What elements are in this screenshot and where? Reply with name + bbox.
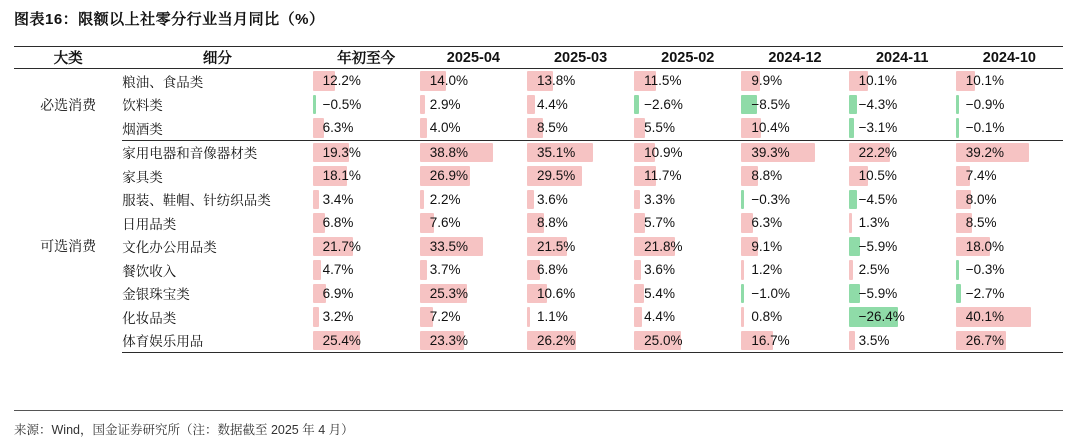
value-cell (420, 305, 527, 329)
value-label: 8.8% (751, 168, 783, 184)
value-label: 19.3% (322, 144, 361, 160)
subcategory-cell: 家用电器和音像器材类 (122, 146, 258, 162)
value-cell (956, 305, 1063, 329)
bar-negative (849, 190, 857, 210)
value-label: 16.7% (751, 332, 790, 348)
bar-positive (420, 190, 424, 210)
subcategory-cell: 服装、鞋帽、针纺织品类 (122, 193, 271, 209)
value-cell (313, 211, 420, 235)
table-header-row (14, 47, 1063, 69)
bar-positive (313, 307, 319, 327)
bar-negative (634, 95, 639, 115)
value-label: 5.7% (644, 215, 675, 231)
value-cell (849, 211, 956, 235)
data-table-wrapper (14, 46, 1063, 353)
table-row (14, 235, 1063, 259)
category-cell: 必选消费 (40, 96, 97, 113)
bar-negative (313, 95, 316, 115)
value-cell (849, 93, 956, 117)
value-cell (634, 164, 741, 188)
value-cell (527, 116, 634, 140)
table-row (14, 305, 1063, 329)
table-row (14, 116, 1063, 140)
value-label: 35.1% (536, 144, 576, 160)
value-label: −0.3% (965, 262, 1005, 278)
bar-positive (527, 95, 535, 115)
value-cell (634, 329, 741, 353)
value-cell (849, 188, 956, 212)
value-cell (634, 140, 741, 164)
value-label: 3.4% (322, 191, 354, 207)
value-label: 18.0% (965, 238, 1005, 254)
value-cell (956, 329, 1063, 353)
value-cell (741, 282, 848, 306)
value-cell (420, 164, 527, 188)
value-label: 2.5% (858, 262, 890, 278)
value-label: 39.2% (965, 144, 1005, 160)
value-cell (420, 211, 527, 235)
value-cell (956, 116, 1063, 140)
subcategory-cell: 体育娱乐用品 (122, 329, 312, 353)
value-cell (527, 305, 634, 329)
value-cell (956, 258, 1063, 282)
bar-positive (849, 213, 852, 233)
value-cell (313, 188, 420, 212)
value-cell (527, 69, 634, 93)
category-cell: 可选消费 (40, 238, 97, 255)
value-cell (849, 305, 956, 329)
value-cell (420, 235, 527, 259)
value-cell (527, 188, 634, 212)
value-cell (741, 116, 848, 140)
data-table (14, 46, 1063, 353)
value-label: 12.2% (322, 73, 361, 89)
bar-positive (849, 260, 854, 280)
value-cell (956, 211, 1063, 235)
value-cell (849, 282, 956, 306)
source-note: 来源：Wind，国金证券研究所（注：数据截至 2025 年 4 月） (14, 423, 354, 437)
subcategory-cell: 烟酒类 (122, 116, 312, 140)
bar-positive (634, 307, 642, 327)
subcategory-cell: 金银珠宝类 (122, 287, 190, 303)
value-label: −4.5% (858, 191, 898, 207)
table-row (14, 211, 1063, 235)
value-cell (741, 305, 848, 329)
table-row (14, 329, 1063, 353)
value-cell (634, 69, 741, 93)
value-cell (420, 116, 527, 140)
value-label: 29.5% (536, 168, 576, 184)
value-label: 5.5% (644, 120, 675, 136)
bar-positive (741, 307, 744, 327)
value-label: 40.1% (965, 309, 1005, 325)
value-label: 10.4% (751, 120, 790, 136)
table-body (14, 69, 1063, 353)
value-label: 26.9% (429, 168, 469, 184)
column-header-2024-11: 2024-11 (849, 47, 956, 69)
value-label: 3.5% (858, 332, 890, 348)
value-label: 4.4% (536, 96, 568, 112)
column-header-2025-03: 2025-03 (527, 47, 634, 69)
bar-positive (420, 95, 425, 115)
value-cell (527, 164, 634, 188)
value-cell (313, 235, 420, 259)
column-header-2025-02: 2025-02 (634, 47, 741, 69)
subcategory-cell: 日用品类 (122, 216, 177, 232)
subcategory-cell: 文化办公用品类 (122, 240, 217, 256)
value-cell (527, 93, 634, 117)
bar-negative (956, 284, 961, 304)
value-label: 6.3% (322, 120, 354, 136)
value-cell (634, 188, 741, 212)
value-label: 22.2% (858, 144, 897, 160)
value-cell (741, 188, 848, 212)
value-label: −0.3% (751, 191, 791, 207)
table-row (14, 164, 1063, 188)
value-label: 3.2% (322, 309, 354, 325)
value-label: 0.8% (751, 309, 783, 325)
value-label: 7.2% (429, 309, 461, 325)
value-label: 21.5% (536, 238, 576, 254)
value-cell (956, 282, 1063, 306)
value-label: 33.5% (429, 238, 469, 254)
bar-positive (634, 260, 641, 280)
value-cell (956, 188, 1063, 212)
bar-positive (634, 284, 644, 304)
value-label: 9.1% (751, 238, 783, 254)
value-label: 4.0% (429, 120, 461, 136)
value-label: 1.3% (858, 215, 890, 231)
bar-negative (849, 95, 857, 115)
value-label: −2.6% (644, 96, 683, 112)
value-label: −26.4% (858, 309, 905, 325)
value-cell (527, 282, 634, 306)
value-label: 7.6% (429, 215, 461, 231)
value-label: −5.9% (858, 238, 898, 254)
value-label: 2.9% (429, 96, 461, 112)
value-label: −0.1% (965, 120, 1005, 136)
value-label: 26.2% (536, 332, 576, 348)
table-row (14, 282, 1063, 306)
subcategory-cell: 餐饮收入 (122, 263, 177, 279)
value-label: 13.8% (536, 73, 576, 89)
value-cell (313, 258, 420, 282)
value-cell (634, 282, 741, 306)
value-cell (527, 211, 634, 235)
table-row (14, 258, 1063, 282)
value-cell (849, 164, 956, 188)
subcategory-cell: 饮料类 (122, 98, 163, 114)
value-label: 8.8% (536, 215, 568, 231)
value-cell (634, 116, 741, 140)
table-row (14, 93, 1063, 117)
value-cell (420, 69, 527, 93)
value-cell (634, 211, 741, 235)
value-label: 10.9% (644, 144, 683, 160)
value-label: 6.3% (751, 215, 783, 231)
value-cell (527, 235, 634, 259)
value-cell (527, 329, 634, 353)
value-label: −4.3% (858, 96, 898, 112)
subcategory-cell: 家具类 (122, 169, 163, 185)
bar-positive (313, 260, 322, 280)
table-row (14, 188, 1063, 212)
value-cell (634, 258, 741, 282)
value-cell (313, 282, 420, 306)
value-label: 25.0% (644, 332, 683, 348)
value-cell (313, 93, 420, 117)
column-header-ytd: 年初至今 (313, 47, 420, 69)
value-label: 6.8% (322, 215, 354, 231)
value-cell (956, 93, 1063, 117)
value-label: 3.7% (429, 262, 461, 278)
value-label: 5.4% (644, 285, 675, 301)
value-label: −0.5% (322, 96, 362, 112)
bar-negative (956, 95, 959, 115)
value-cell (741, 211, 848, 235)
subcategory-cell: 化妆品类 (122, 310, 177, 326)
value-label: 8.0% (965, 191, 997, 207)
value-label: 2.2% (429, 191, 461, 207)
value-label: 38.8% (429, 144, 469, 160)
value-label: −5.9% (858, 285, 898, 301)
value-cell (849, 235, 956, 259)
value-cell (741, 235, 848, 259)
value-label: −8.5% (751, 96, 791, 112)
value-cell (849, 140, 956, 164)
bar-negative (956, 260, 959, 280)
bar-positive (849, 331, 856, 351)
value-cell (956, 164, 1063, 188)
value-label: 11.5% (644, 73, 682, 89)
bar-positive (741, 260, 744, 280)
column-header-2024-12: 2024-12 (741, 47, 848, 69)
value-label: −1.0% (751, 285, 791, 301)
value-cell (741, 164, 848, 188)
value-cell (634, 93, 741, 117)
value-label: 10.1% (965, 73, 1005, 89)
column-header-category: 大类 (14, 47, 122, 69)
value-label: 10.1% (858, 73, 897, 89)
value-label: 21.8% (644, 238, 683, 254)
value-label: 8.5% (536, 120, 568, 136)
value-label: 3.6% (536, 191, 568, 207)
value-label: 4.7% (322, 262, 354, 278)
table-row (14, 140, 1063, 164)
value-cell (634, 235, 741, 259)
value-cell (313, 69, 420, 93)
value-label: 1.1% (536, 309, 568, 325)
value-cell (420, 282, 527, 306)
column-header-2024-10: 2024-10 (956, 47, 1063, 69)
value-cell (849, 329, 956, 353)
value-cell (420, 258, 527, 282)
value-label: 7.4% (965, 168, 997, 184)
value-cell (956, 235, 1063, 259)
value-label: 14.0% (429, 73, 469, 89)
bar-negative (741, 284, 744, 304)
bar-positive (527, 190, 534, 210)
value-label: 3.6% (644, 262, 675, 278)
value-cell (313, 305, 420, 329)
value-label: 26.7% (965, 332, 1005, 348)
value-cell (741, 93, 848, 117)
value-label: 1.2% (751, 262, 783, 278)
value-cell (741, 140, 848, 164)
value-cell (741, 69, 848, 93)
column-header-2025-04: 2025-04 (420, 47, 527, 69)
subcategory-cell: 粮油、食品类 (122, 74, 204, 90)
value-cell (849, 69, 956, 93)
bar-positive (527, 307, 530, 327)
value-label: 6.8% (536, 262, 568, 278)
value-cell (420, 93, 527, 117)
value-label: −2.7% (965, 285, 1005, 301)
value-label: 10.5% (858, 168, 897, 184)
value-label: 21.7% (322, 238, 361, 254)
value-label: 25.3% (429, 285, 469, 301)
value-label: 3.3% (644, 191, 675, 207)
bar-positive (313, 190, 319, 210)
value-cell (634, 305, 741, 329)
value-label: 9.9% (751, 73, 783, 89)
value-cell (849, 258, 956, 282)
value-cell (527, 258, 634, 282)
bar-positive (420, 260, 427, 280)
value-label: 8.5% (965, 215, 997, 231)
column-header-subcategory: 细分 (122, 47, 312, 69)
value-label: 6.9% (322, 285, 354, 301)
value-label: 4.4% (644, 309, 675, 325)
value-cell (741, 329, 848, 353)
source-divider (14, 410, 1063, 411)
value-label: 11.7% (644, 168, 682, 184)
bar-negative (956, 118, 959, 138)
bar-negative (741, 190, 744, 210)
value-label: 18.1% (322, 168, 361, 184)
value-cell (313, 164, 420, 188)
value-cell (420, 188, 527, 212)
figure-title: 图表16：限额以上社零分行业当月同比（%） (14, 11, 325, 28)
value-label: 23.3% (429, 332, 469, 348)
value-label: −0.9% (965, 96, 1005, 112)
value-cell (956, 140, 1063, 164)
value-cell (849, 116, 956, 140)
value-label: −3.1% (858, 120, 898, 136)
bar-positive (634, 190, 640, 210)
value-cell (313, 140, 420, 164)
table-row (14, 69, 1063, 93)
value-label: 39.3% (751, 144, 790, 160)
value-cell (956, 69, 1063, 93)
bar-positive (634, 118, 644, 138)
value-cell (420, 329, 527, 353)
value-cell (527, 140, 634, 164)
value-cell (420, 140, 527, 164)
value-label: 25.4% (322, 332, 361, 348)
bar-negative (849, 118, 855, 138)
value-cell (313, 116, 420, 140)
bar-positive (420, 118, 428, 138)
value-cell (313, 329, 420, 353)
value-cell (741, 258, 848, 282)
value-label: 10.6% (536, 285, 576, 301)
